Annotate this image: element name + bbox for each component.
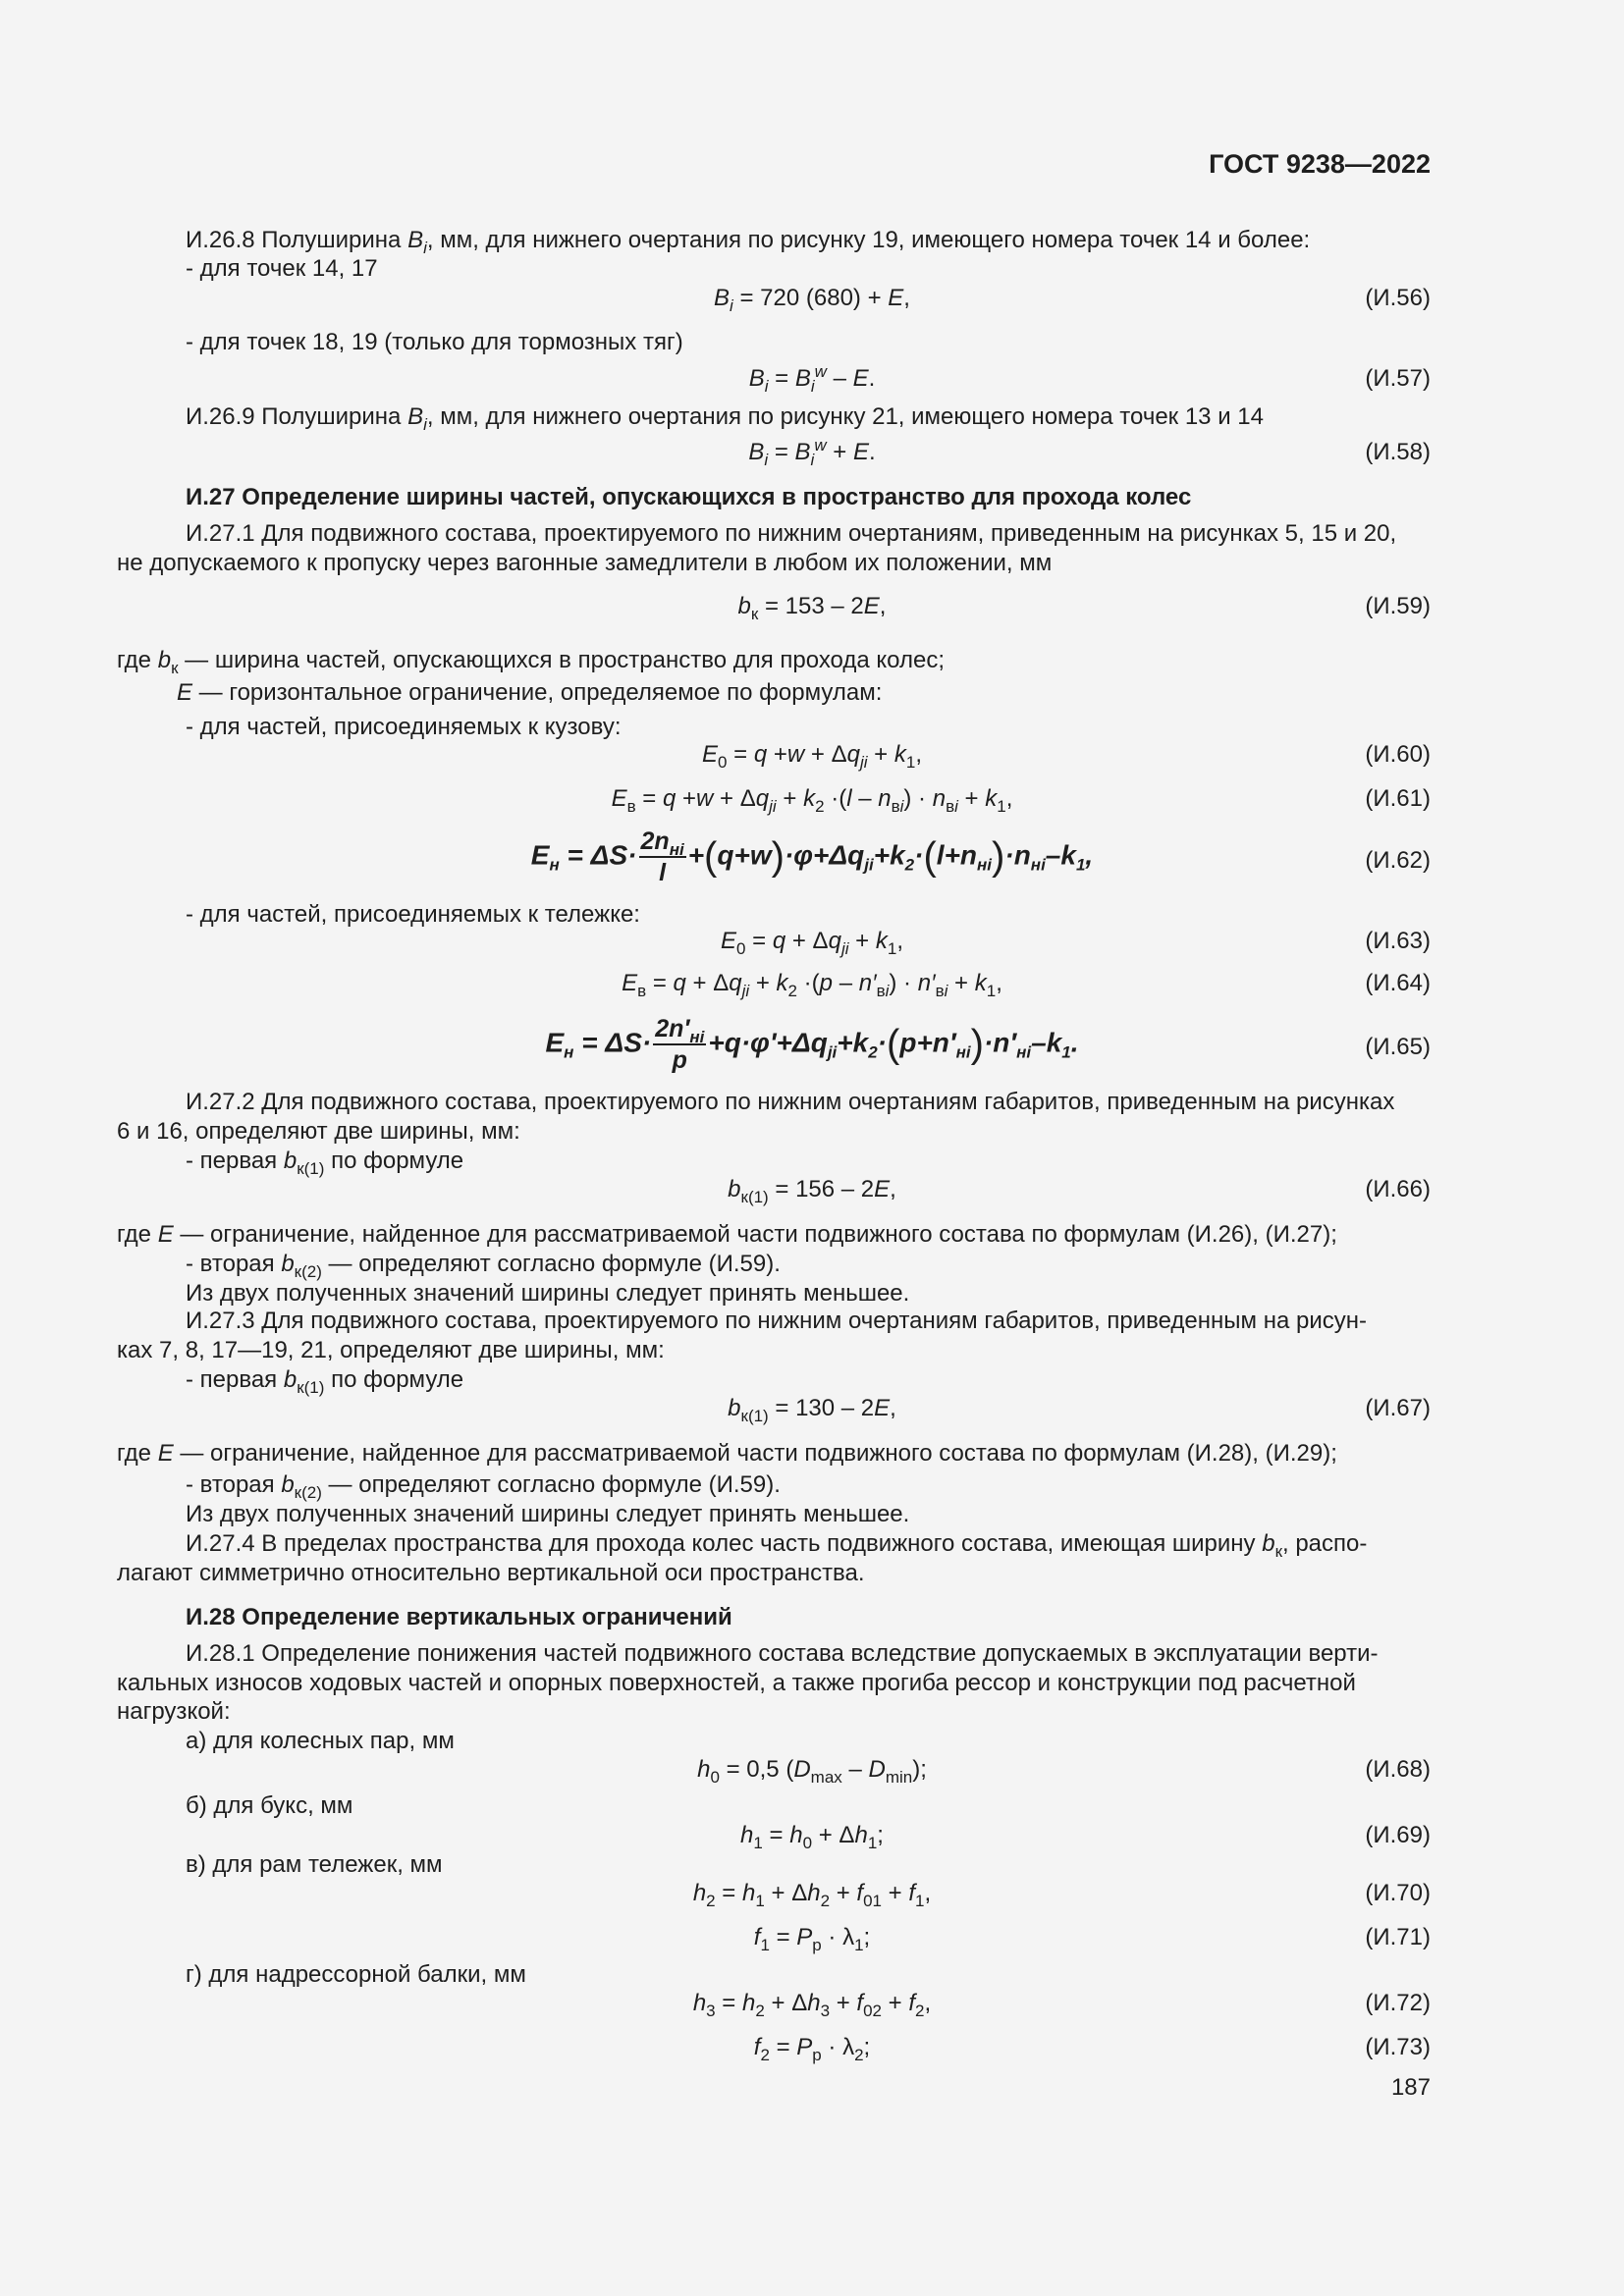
item-a-wheelsets: а) для колесных пар, мм [186, 1728, 455, 1754]
formula-number-i56: (И.56) [1365, 285, 1431, 311]
formula-number-i70: (И.70) [1365, 1880, 1431, 1906]
where-E-i28: где E — ограничение, найденное для рассматриваемой части подвижного состава по формулам (И.28), (И.29); [117, 1440, 1337, 1467]
item-b-axleboxes: б) для букс, мм [186, 1792, 353, 1819]
second-width-line-1: - вторая $b_{к(2)}$ — определяют согласно формуле (И.59). [186, 1251, 781, 1281]
formula-number-i67: (И.67) [1365, 1395, 1431, 1421]
formula-number-i64: (И.64) [1365, 970, 1431, 996]
formula-number-i66: (И.66) [1365, 1176, 1431, 1202]
second-width-line-2: - вторая $b_{к(2)}$ — определяют согласно формуле (И.59). [186, 1471, 781, 1502]
formula-i68: $h_0 = 0,5$ $(D_{max} - D_{min})$; [697, 1756, 927, 1787]
section-heading-i27: И.27 Определение ширины частей, опускающихся в пространство для прохода колес [186, 484, 1192, 510]
formula-number-i62: (И.62) [1365, 847, 1431, 874]
formula-i58: $B_i = B_i^w + E$. [748, 436, 876, 469]
formula-i59: $b_к = 153 - 2E$, [737, 593, 887, 623]
paragraph-28-1-line2: кальных износов ходовых частей и опорных поверхностей, а также прогиба рессор и конструкции под расчетной [117, 1670, 1356, 1696]
document-header: ГОСТ 9238—2022 [1209, 149, 1431, 179]
paragraph-28-1-line1: И.28.1 Определение понижения частей подвижного состава вследствие допускаемых в эксплуатации верти- [186, 1640, 1379, 1667]
paragraph-27-3-line1: И.27.3 Для подвижного состава, проектируемого по нижним очертаниям габаритов, приведенным на рисун- [186, 1308, 1367, 1334]
page-number: 187 [1390, 2074, 1431, 2101]
formula-number-i69: (И.69) [1365, 1822, 1431, 1848]
first-width-line-1: - первая $b_{к(1)}$ по формуле [186, 1148, 464, 1178]
formula-i72: $h_3 = h_2 + \Delta h_3 + f_{02} + f_2$, [692, 1990, 932, 2020]
formula-i69: $h_1 = h_0 + \Delta h_1$; [740, 1822, 884, 1852]
formula-i61: $E_в = q +w + \Delta q_{ji} + k_2 \cdot(l - n_{вi}) \cdot n_{вi} + k_1$, [611, 785, 1013, 816]
section-heading-i28: И.28 Определение вертикальных ограничений [186, 1604, 732, 1630]
formula-i67: $b_{к(1)} = 130 - 2E$, [728, 1395, 896, 1425]
paragraph-27-2-line1: И.27.2 Для подвижного состава, проектируемого по нижним очертаниям габаритов, приведенным на рисунках [186, 1089, 1395, 1115]
paragraph-27-2-line2: 6 и 16, определяют две ширины, мм: [117, 1118, 520, 1145]
paragraph-26-9: И.26.9 Полуширина $B_i$, мм, для нижнего очертания по рисунку 21, имеющего номера точек 13 и 14 [186, 403, 1264, 434]
points-14-17-line: - для точек 14, 17 [186, 255, 378, 282]
formula-number-i63: (И.63) [1365, 928, 1431, 954]
formula-i71: $f_1 = P_р \cdot \lambda_1$; [753, 1924, 871, 1954]
paragraph-27-3-line2: ках 7, 8, 17—19, 21, определяют две ширины, мм: [117, 1337, 665, 1363]
formula-i57: $B_i = B_i^w - E$. [748, 362, 876, 396]
formula-i73: $f_2 = P_р \cdot \lambda_2$; [753, 2034, 871, 2064]
formula-number-i57: (И.57) [1365, 365, 1431, 392]
formula-i65: $E_н = \Delta S\cdot$ $\frac{2n'_{нi}}{p}$ $+q\cdot\varphi'+\Delta q_{ji}+k_2\cdot(p+n'_{нi})\cdot n'_{нi}-k_1$. [545, 1015, 1079, 1074]
formula-number-i60: (И.60) [1365, 741, 1431, 768]
item-g-bolster: г) для надрессорной балки, мм [186, 1961, 526, 1988]
bogie-parts-line: - для частей, присоединяемых к тележке: [186, 901, 640, 928]
where-bk: где $b_к$ — ширина частей, опускающихся в пространство для прохода колес; [117, 647, 945, 677]
where-E-i26: где E — ограничение, найденное для рассматриваемой части подвижного состава по формулам (И.26), (И.27); [117, 1221, 1337, 1248]
first-width-line-2: - первая $b_{к(1)}$ по формуле [186, 1366, 464, 1397]
formula-number-i71: (И.71) [1365, 1924, 1431, 1950]
formula-number-i61: (И.61) [1365, 785, 1431, 812]
paragraph-27-1-line2: не допускаемого к пропуску через вагонные замедлители в любом их положении, мм [117, 550, 1053, 576]
formula-number-i65: (И.65) [1365, 1034, 1431, 1060]
formula-i62: $E_н = \Delta S\cdot$ $\frac{2n_{нi}}{l}$ $+(q+w)\cdot\varphi+\Delta q_{ji}+k_2\cdot(l+n_{нi})\cdot n_{нi}-k_1$, [530, 828, 1094, 886]
paragraph-27-4-line1: И.27.4 В пределах пространства для прохода колес часть подвижного состава, имеющая ширину $b_к$, распо- [186, 1530, 1368, 1561]
paragraph-27-4-line2: лагают симметрично относительно вертикальной оси пространства. [117, 1560, 865, 1586]
where-E: E — горизонтальное ограничение, определяемое по формулам: [177, 679, 883, 706]
item-v-bogie-frames: в) для рам тележек, мм [186, 1851, 443, 1878]
min-width-line-1: Из двух полученных значений ширины следует принять меньшее. [186, 1280, 910, 1307]
paragraph-26-8: И.26.8 Полуширина $B_i$, мм, для нижнего очертания по рисунку 19, имеющего номера точек 14 и более: [186, 227, 1311, 257]
formula-number-i68: (И.68) [1365, 1756, 1431, 1783]
formula-i63: $E_0 = q + \Delta q_{ji} + k_1$, [720, 928, 903, 958]
formula-number-i58: (И.58) [1365, 439, 1431, 465]
paragraph-28-1-line3: нагрузкой: [117, 1698, 231, 1725]
formula-i64: $E_в = q + \Delta q_{ji} + k_2 \cdot(p - n'_{вi}) \cdot n'_{вi} + k_1$, [622, 970, 1002, 1000]
paragraph-27-1-line1: И.27.1 Для подвижного состава, проектируемого по нижним очертаниям, приведенным на рисунках 5, 15 и 20, [186, 520, 1397, 547]
formula-i70: $h_2 = h_1 + \Delta h_2 + f_{01} + f_1$, [692, 1880, 932, 1910]
formula-number-i59: (И.59) [1365, 593, 1431, 619]
formula-i60: $E_0 = q +w + \Delta q_{ji} + k_1$, [701, 741, 923, 772]
formula-number-i73: (И.73) [1365, 2034, 1431, 2060]
formula-number-i72: (И.72) [1365, 1990, 1431, 2016]
formula-i66: $b_{к(1)} = 156 - 2E$, [728, 1176, 896, 1206]
points-18-19-line: - для точек 18, 19 (только для тормозных тяг) [186, 329, 683, 355]
body-parts-line: - для частей, присоединяемых к кузову: [186, 714, 622, 740]
min-width-line-2: Из двух полученных значений ширины следует принять меньшее. [186, 1501, 910, 1527]
formula-i56: $B_i = 720$ (680) + E, [714, 285, 910, 315]
